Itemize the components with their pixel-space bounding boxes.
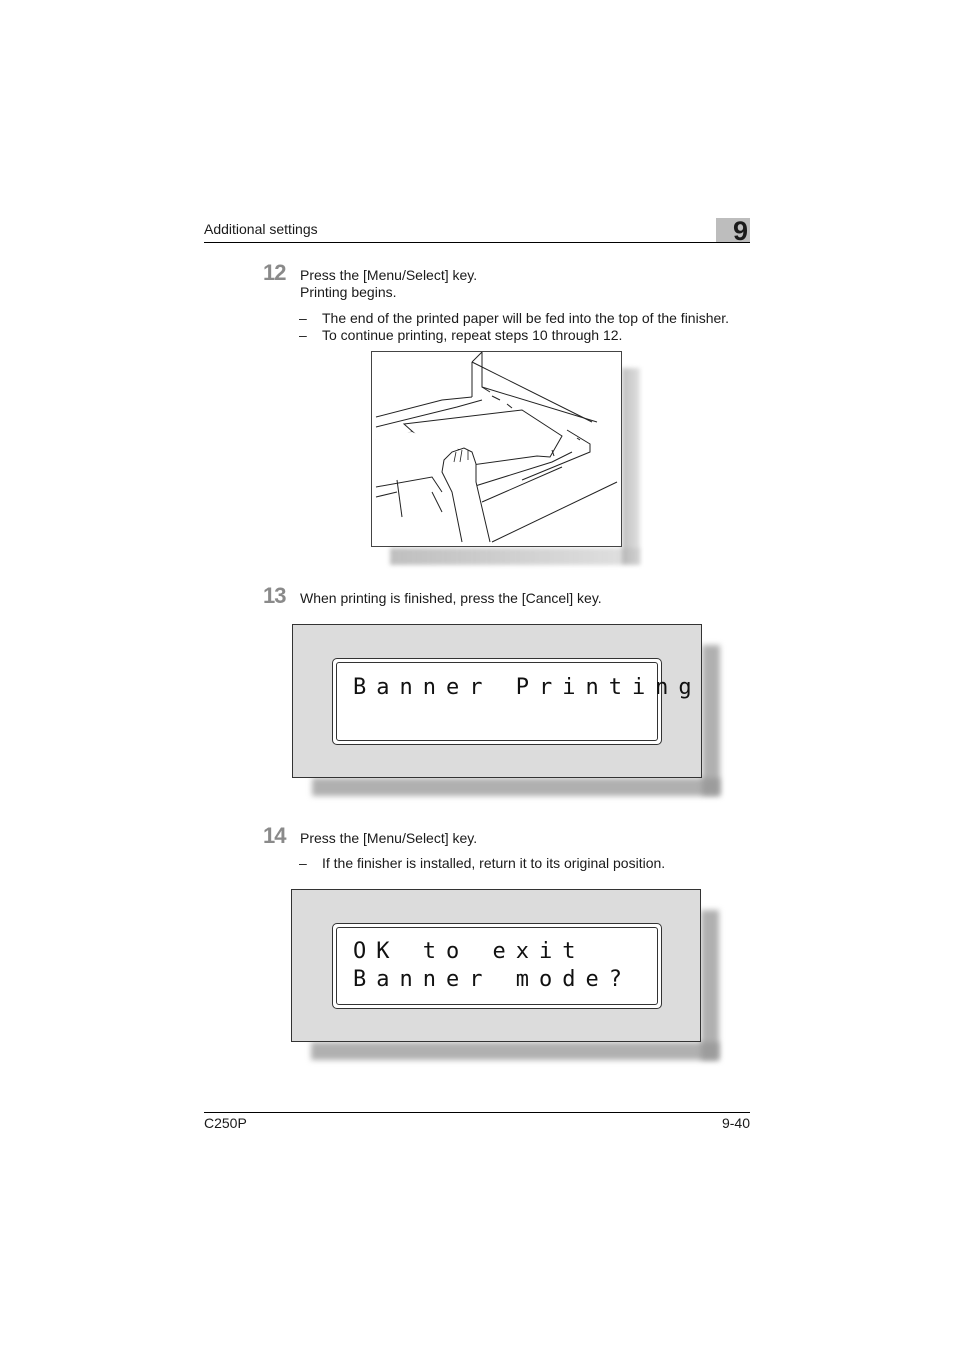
footer-rule — [204, 1112, 750, 1113]
step-12-line-1: Press the [Menu/Select] key. — [300, 267, 478, 283]
step-number-13: 13 — [263, 583, 286, 608]
lcd-screen — [332, 658, 702, 745]
panel-shadow — [311, 1042, 719, 1060]
step-14-bullet-1: If the finisher is installed, return it to its original position. — [322, 855, 666, 871]
control-panel-display — [291, 889, 701, 1042]
page-number: 9-40 — [721, 1115, 750, 1131]
step-12-bullet-2: To continue printing, repeat steps 10 through 12. — [322, 327, 623, 343]
control-panel-display — [292, 624, 702, 778]
section-title: Additional settings — [204, 221, 318, 237]
step-number-12: 12 — [263, 260, 286, 285]
bullet-marker: – — [299, 327, 307, 343]
lcd-line-1: Banner Printing — [353, 675, 702, 700]
bullet-marker: – — [299, 855, 307, 871]
footer-model: C250P — [204, 1115, 247, 1131]
panel-shadow — [312, 778, 720, 796]
panel-shadow — [701, 910, 719, 1060]
step-12-bullet-1: The end of the printed paper will be fed into the top of the finisher. — [322, 310, 730, 326]
figure-shadow — [622, 368, 640, 564]
lcd-line-2: Banner mode? — [353, 967, 632, 992]
step-13-line-1: When printing is finished, press the [Cancel] key. — [300, 590, 602, 606]
step-14-line-1: Press the [Menu/Select] key. — [300, 830, 478, 846]
header-rule — [204, 242, 750, 243]
bullet-marker: – — [299, 310, 307, 326]
panel-shadow — [702, 645, 720, 795]
lcd-line-1: OK to exit — [353, 939, 586, 964]
step-12-line-2: Printing begins. — [300, 284, 397, 300]
lcd-screen — [332, 923, 662, 1009]
step-number-14: 14 — [263, 823, 286, 848]
finisher-illustration — [371, 351, 622, 547]
paper-feed-icon — [372, 352, 621, 546]
chapter-number: 9 — [732, 216, 748, 246]
figure-shadow — [390, 548, 640, 565]
